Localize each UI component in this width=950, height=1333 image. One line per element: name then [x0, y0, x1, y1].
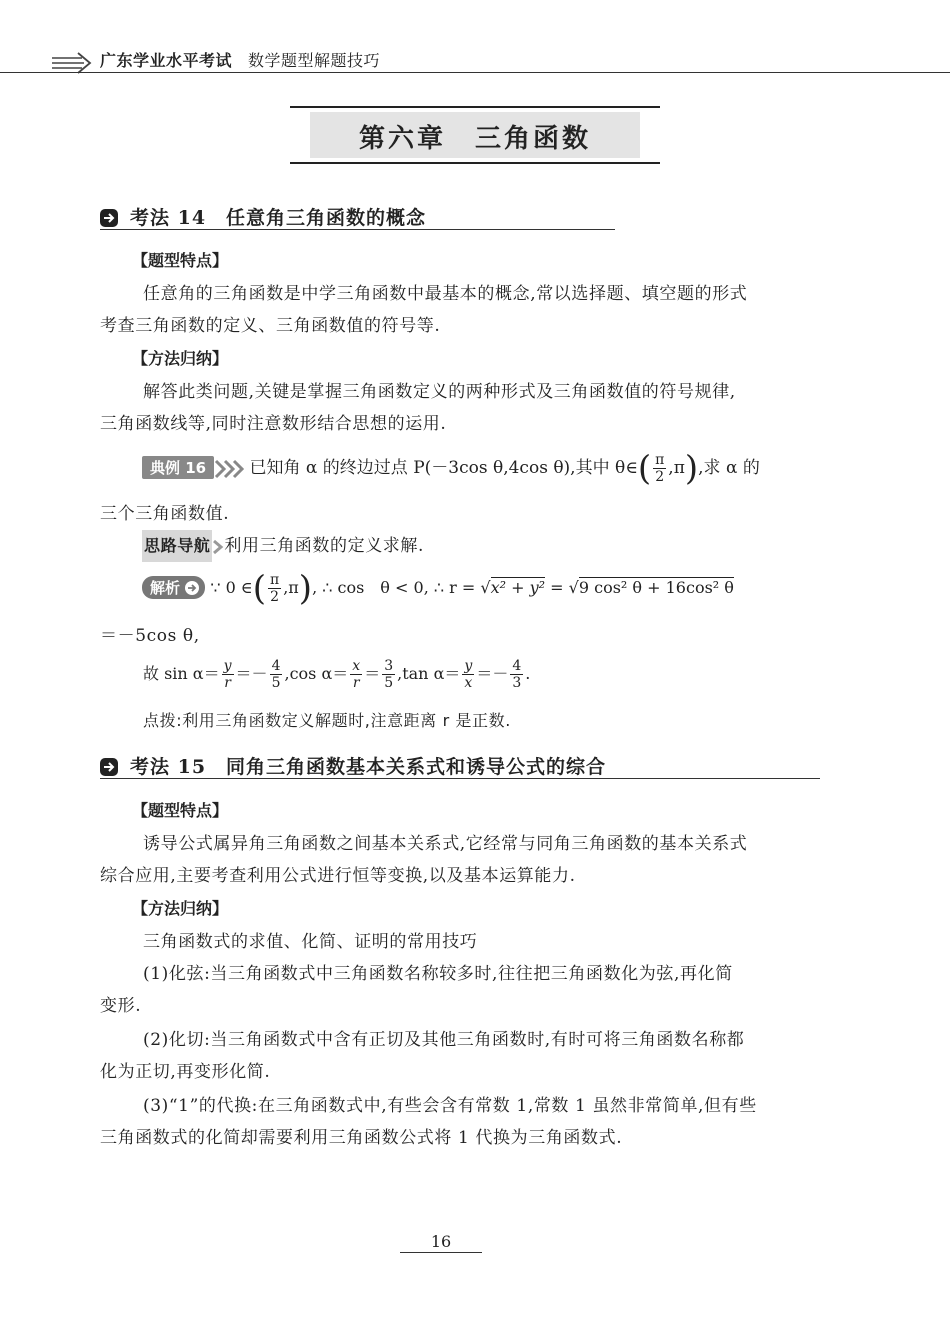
paragraph-line: 考查三角函数的定义、三角函数值的符号等.: [100, 316, 441, 336]
section-rule: [100, 778, 820, 779]
frac-5: 5: [384, 675, 394, 691]
period: .: [525, 664, 531, 683]
paragraph-line: 任意角的三角函数是中学三角函数中最基本的概念,常以选择题、填空题的形式: [143, 284, 748, 304]
chapter-title: 第六章 三角函数: [358, 124, 591, 154]
solution-line-1: 解析 ∵ 0 ∈( $\frac{\pi}{2}$ ,π), ∴ cos θ < 0, ∴ r = √x² + y² = √9 cos² θ + 16cos² θ: [142, 572, 734, 605]
section-label: 考法 14 任意角三角函数的概念: [130, 207, 427, 229]
book-title: 广东学业水平考试: [100, 51, 233, 70]
frac-x: x: [352, 658, 361, 674]
paragraph-line: 三角函数式的化简却需要利用三角函数公式将 1 代换为三角函数式.: [100, 1128, 623, 1148]
header-rule: [0, 72, 950, 73]
problem-line-2: 三个三角函数值.: [100, 504, 230, 524]
tan-label: ,tan α＝: [397, 664, 461, 683]
paragraph-line: (2)化切:当三角函数式中含有正切及其他三角函数时,有时可将三角函数名称都: [143, 1030, 745, 1050]
equals-sign: ＝: [364, 664, 381, 683]
arrow-circle-icon: [100, 209, 118, 227]
section-heading-14: [100, 203, 615, 233]
frac-y: y: [223, 658, 232, 674]
feature-tag: 【题型特点】: [132, 801, 229, 820]
section-heading-15: [100, 752, 820, 782]
tip-line: 点拨:利用三角函数定义解题时,注意距离 r 是正数.: [143, 711, 511, 730]
section-rule: [100, 229, 615, 230]
page-number-block: [400, 1232, 482, 1251]
example-badge: 典例 16: [142, 456, 214, 479]
equals-sign: =: [550, 578, 564, 597]
book-subtitle: 数学题型解题技巧: [248, 51, 381, 70]
running-header: [0, 40, 950, 80]
problem-text-end: ,求 α 的: [698, 458, 760, 478]
paragraph-line: 三角函数式的求值、化简、证明的常用技巧: [143, 932, 478, 952]
frac-4: 4: [271, 658, 281, 674]
frac-5: 5: [271, 675, 281, 691]
paragraph-line: 三角函数线等,同时注意数形结合思想的运用.: [100, 414, 447, 434]
frac-r: r: [352, 675, 360, 691]
paragraph-line: (3)“1”的代换:在三角函数式中,有些会含有常数 1,常数 1 虽然非常简单,但有些: [143, 1096, 757, 1116]
double-arrow-icon: [52, 50, 92, 74]
frac-y: y: [464, 658, 473, 674]
two-denominator: 2: [270, 589, 280, 605]
page-number: 16: [430, 1232, 452, 1251]
chapter-title-block: [290, 106, 660, 164]
approach-tag: 思路导航: [142, 530, 212, 562]
frac-3: 3: [512, 675, 522, 691]
arrow-circle-icon: [185, 581, 199, 595]
sin-label: 故 sin α＝: [143, 664, 220, 683]
problem-text: 已知角 α 的终边过点 P(－3cos θ,4cos θ),其中 θ∈: [249, 458, 638, 478]
equals-neg: ＝－: [235, 664, 268, 683]
section-label: 考法 15 同角三角函数基本关系式和诱导公式的综合: [130, 756, 607, 778]
approach-line: [142, 530, 424, 562]
equals-neg: ＝－: [476, 664, 509, 683]
paragraph-line: 诱导公式属异角三角函数之间基本关系式,它经常与同角三角函数的基本关系式: [143, 834, 748, 854]
page-number-rule: [400, 1252, 482, 1253]
paragraph-line: 综合应用,主要考查利用公式进行恒等变换,以及基本运算能力.: [100, 866, 576, 886]
frac-x: x: [464, 675, 473, 691]
sqrt-cos: 9 cos² θ + 16cos² θ: [578, 578, 734, 597]
pi-symbol: π: [673, 458, 685, 478]
sqrt-sign: √: [480, 578, 491, 597]
approach-text: 利用三角函数的定义求解.: [224, 536, 425, 556]
paragraph-line: (1)化弦:当三角函数式中三角函数名称较多时,往往把三角函数化为弦,再化简: [143, 964, 733, 984]
chevron-double-icon: [214, 459, 244, 479]
cos-label: ,cos α＝: [284, 664, 349, 683]
two-denominator: 2: [655, 469, 665, 485]
solution-text: ∵ 0 ∈: [210, 578, 253, 597]
paragraph-line: 变形.: [100, 996, 142, 1016]
frac-4: 4: [512, 658, 522, 674]
method-tag: 【方法归纳】: [132, 899, 229, 918]
example-problem: 典例 16 已知角 α 的终边过点 P(－3cos θ,4cos θ),其中 θ∈( $\frac{\pi}{2}$ ,π),求 α 的: [142, 452, 760, 485]
sqrt-xy: x² + y²: [490, 578, 546, 597]
solution-tag-label: 解析: [150, 579, 181, 597]
method-tag: 【方法归纳】: [132, 349, 229, 368]
sqrt-sign: √: [568, 578, 579, 597]
pi-numerator: π: [269, 572, 280, 588]
frac-3: 3: [384, 658, 394, 674]
solution-line-3: [143, 658, 530, 691]
feature-tag: 【题型特点】: [132, 251, 229, 270]
solution-text-2: , ∴ cos θ < 0, ∴ r =: [312, 578, 476, 597]
chevron-right-icon: [212, 539, 224, 555]
pi-symbol: π: [288, 578, 299, 597]
arrow-circle-icon: [100, 758, 118, 776]
paragraph-line: 化为正切,再变形化简.: [100, 1062, 271, 1082]
paragraph-line: 解答此类问题,关键是掌握三角函数定义的两种形式及三角函数值的符号规律,: [143, 382, 736, 402]
frac-r: r: [224, 675, 231, 691]
solution-line-2: ＝－5cos θ,: [100, 626, 200, 646]
pi-numerator: π: [655, 452, 665, 468]
solution-tag: [142, 576, 205, 599]
